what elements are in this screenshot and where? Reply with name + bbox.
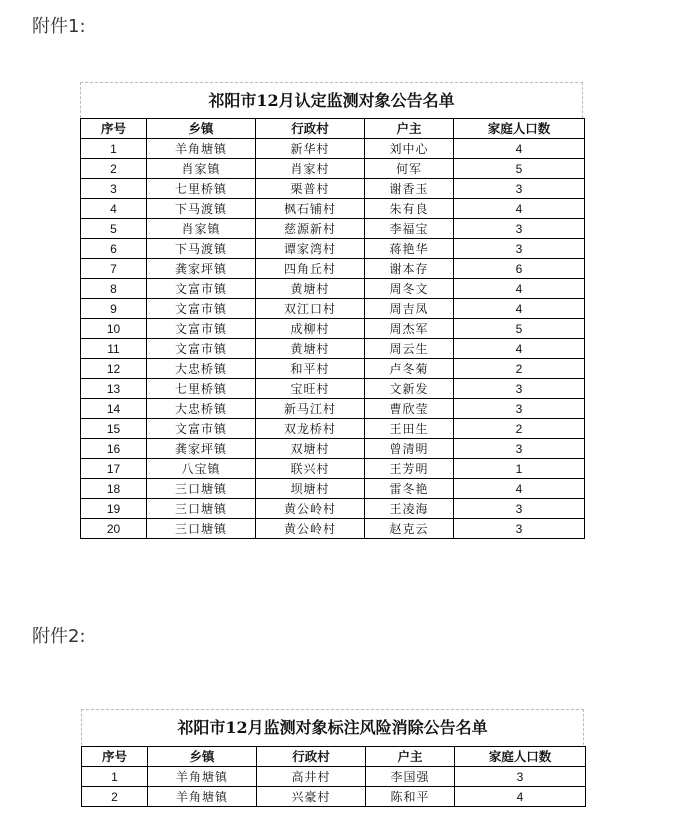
- cell-householder: 赵克云: [365, 519, 454, 539]
- cell-village: 黄公岭村: [256, 499, 365, 519]
- cell-township: 文富市镇: [147, 319, 256, 339]
- table-2-risk-elimination-list: [81, 746, 586, 807]
- cell-index: 10: [81, 319, 147, 339]
- attachment-1-label: 附件1:: [32, 16, 86, 37]
- table-row: [81, 419, 585, 439]
- table-row: [81, 219, 585, 239]
- cell-village: 双江口村: [256, 299, 365, 319]
- cell-householder: 雷冬艳: [365, 479, 454, 499]
- cell-household-size: 3: [454, 179, 585, 199]
- cell-householder: 谢香玉: [365, 179, 454, 199]
- cell-householder: 朱有良: [365, 199, 454, 219]
- cell-village: 成柳村: [256, 319, 365, 339]
- cell-township: 文富市镇: [147, 279, 256, 299]
- cell-householder: 文新发: [365, 379, 454, 399]
- cell-index: 4: [81, 199, 147, 219]
- cell-index: 1: [82, 767, 148, 787]
- header-township: 乡镇: [147, 119, 256, 139]
- cell-household-size: 4: [454, 279, 585, 299]
- cell-index: 13: [81, 379, 147, 399]
- cell-index: 9: [81, 299, 147, 319]
- attachment-2-label: 附件2:: [32, 626, 86, 647]
- table-row: [81, 439, 585, 459]
- cell-index: 2: [81, 159, 147, 179]
- cell-household-size: 3: [454, 219, 585, 239]
- header-householder: 户主: [366, 747, 455, 767]
- cell-household-size: 3: [454, 439, 585, 459]
- cell-household-size: 3: [454, 239, 585, 259]
- cell-village: 谭家湾村: [256, 239, 365, 259]
- cell-township: 文富市镇: [147, 339, 256, 359]
- table-header-row: [82, 747, 586, 767]
- cell-household-size: 4: [454, 299, 585, 319]
- cell-index: 1: [81, 139, 147, 159]
- cell-household-size: 3: [455, 767, 586, 787]
- cell-village: 枫石铺村: [256, 199, 365, 219]
- cell-township: 七里桥镇: [147, 179, 256, 199]
- cell-household-size: 4: [454, 479, 585, 499]
- table-row: [81, 139, 585, 159]
- cell-index: 19: [81, 499, 147, 519]
- cell-index: 11: [81, 339, 147, 359]
- cell-householder: 陈和平: [366, 787, 455, 807]
- cell-township: 七里桥镇: [147, 379, 256, 399]
- cell-householder: 曹欣莹: [365, 399, 454, 419]
- table-row: [81, 359, 585, 379]
- cell-householder: 王田生: [365, 419, 454, 439]
- header-index: 序号: [81, 119, 147, 139]
- table-row: [81, 299, 585, 319]
- cell-township: 文富市镇: [147, 299, 256, 319]
- header-household-size: 家庭人口数: [454, 119, 585, 139]
- cell-index: 8: [81, 279, 147, 299]
- cell-index: 18: [81, 479, 147, 499]
- cell-township: 三口塘镇: [147, 519, 256, 539]
- cell-householder: 王凌海: [365, 499, 454, 519]
- cell-household-size: 5: [454, 159, 585, 179]
- table-row: [81, 499, 585, 519]
- table-row: [81, 199, 585, 219]
- cell-village: 宝旺村: [256, 379, 365, 399]
- cell-index: 5: [81, 219, 147, 239]
- cell-household-size: 4: [454, 139, 585, 159]
- table-row: [81, 279, 585, 299]
- cell-township: 下马渡镇: [147, 199, 256, 219]
- cell-township: 羊角塘镇: [147, 139, 256, 159]
- cell-householder: 何军: [365, 159, 454, 179]
- cell-household-size: 2: [454, 419, 585, 439]
- table-row: [81, 399, 585, 419]
- cell-household-size: 5: [454, 319, 585, 339]
- cell-township: 三口塘镇: [147, 479, 256, 499]
- cell-township: 羊角塘镇: [148, 787, 257, 807]
- cell-index: 16: [81, 439, 147, 459]
- header-village: 行政村: [256, 119, 365, 139]
- cell-household-size: 3: [454, 499, 585, 519]
- cell-township: 肖家镇: [147, 159, 256, 179]
- table-row: [81, 319, 585, 339]
- cell-township: 八宝镇: [147, 459, 256, 479]
- cell-household-size: 3: [454, 519, 585, 539]
- cell-village: 黄塘村: [256, 279, 365, 299]
- table-row: [81, 459, 585, 479]
- cell-village: 栗普村: [256, 179, 365, 199]
- table-row: [81, 159, 585, 179]
- cell-household-size: 4: [454, 339, 585, 359]
- cell-household-size: 3: [454, 379, 585, 399]
- cell-household-size: 3: [454, 399, 585, 419]
- cell-township: 大忠桥镇: [147, 399, 256, 419]
- cell-household-size: 2: [454, 359, 585, 379]
- cell-village: 兴豪村: [257, 787, 366, 807]
- table-1-title: 祁阳市12月认定监测对象公告名单: [80, 82, 583, 118]
- cell-householder: 卢冬菊: [365, 359, 454, 379]
- cell-village: 联兴村: [256, 459, 365, 479]
- cell-index: 6: [81, 239, 147, 259]
- cell-household-size: 4: [455, 787, 586, 807]
- table-header-row: [81, 119, 585, 139]
- cell-village: 肖家村: [256, 159, 365, 179]
- table-row: [81, 379, 585, 399]
- cell-township: 下马渡镇: [147, 239, 256, 259]
- cell-village: 双塘村: [256, 439, 365, 459]
- cell-township: 龚家坪镇: [147, 439, 256, 459]
- cell-householder: 蒋艳华: [365, 239, 454, 259]
- cell-householder: 周吉凤: [365, 299, 454, 319]
- table-2-title: 祁阳市12月监测对象标注风险消除公告名单: [81, 709, 584, 745]
- header-index: 序号: [82, 747, 148, 767]
- cell-village: 双龙桥村: [256, 419, 365, 439]
- header-township: 乡镇: [148, 747, 257, 767]
- cell-village: 坝塘村: [256, 479, 365, 499]
- table-row: [81, 259, 585, 279]
- cell-township: 羊角塘镇: [148, 767, 257, 787]
- cell-household-size: 6: [454, 259, 585, 279]
- cell-householder: 李福宝: [365, 219, 454, 239]
- cell-village: 和平村: [256, 359, 365, 379]
- cell-index: 7: [81, 259, 147, 279]
- table-row: [81, 479, 585, 499]
- cell-householder: 周冬文: [365, 279, 454, 299]
- cell-village: 新华村: [256, 139, 365, 159]
- cell-township: 大忠桥镇: [147, 359, 256, 379]
- cell-householder: 李国强: [366, 767, 455, 787]
- cell-village: 新马江村: [256, 399, 365, 419]
- cell-village: 黄公岭村: [256, 519, 365, 539]
- cell-village: 慈源新村: [256, 219, 365, 239]
- cell-township: 龚家坪镇: [147, 259, 256, 279]
- header-householder: 户主: [365, 119, 454, 139]
- cell-household-size: 4: [454, 199, 585, 219]
- cell-householder: 刘中心: [365, 139, 454, 159]
- cell-index: 17: [81, 459, 147, 479]
- cell-index: 2: [82, 787, 148, 807]
- cell-household-size: 1: [454, 459, 585, 479]
- cell-index: 15: [81, 419, 147, 439]
- cell-index: 12: [81, 359, 147, 379]
- table-row: [81, 179, 585, 199]
- cell-householder: 曾清明: [365, 439, 454, 459]
- cell-householder: 周云生: [365, 339, 454, 359]
- cell-householder: 周杰军: [365, 319, 454, 339]
- cell-township: 三口塘镇: [147, 499, 256, 519]
- table-row: [82, 767, 586, 787]
- cell-township: 文富市镇: [147, 419, 256, 439]
- table-row: [82, 787, 586, 807]
- cell-index: 20: [81, 519, 147, 539]
- cell-index: 14: [81, 399, 147, 419]
- table-row: [81, 519, 585, 539]
- header-village: 行政村: [257, 747, 366, 767]
- table-row: [81, 239, 585, 259]
- cell-township: 肖家镇: [147, 219, 256, 239]
- cell-village: 四角丘村: [256, 259, 365, 279]
- cell-village: 高井村: [257, 767, 366, 787]
- cell-householder: 谢本存: [365, 259, 454, 279]
- cell-householder: 王芳明: [365, 459, 454, 479]
- cell-village: 黄塘村: [256, 339, 365, 359]
- table-1-monitoring-list: [80, 118, 585, 539]
- table-row: [81, 339, 585, 359]
- cell-index: 3: [81, 179, 147, 199]
- header-household-size: 家庭人口数: [455, 747, 586, 767]
